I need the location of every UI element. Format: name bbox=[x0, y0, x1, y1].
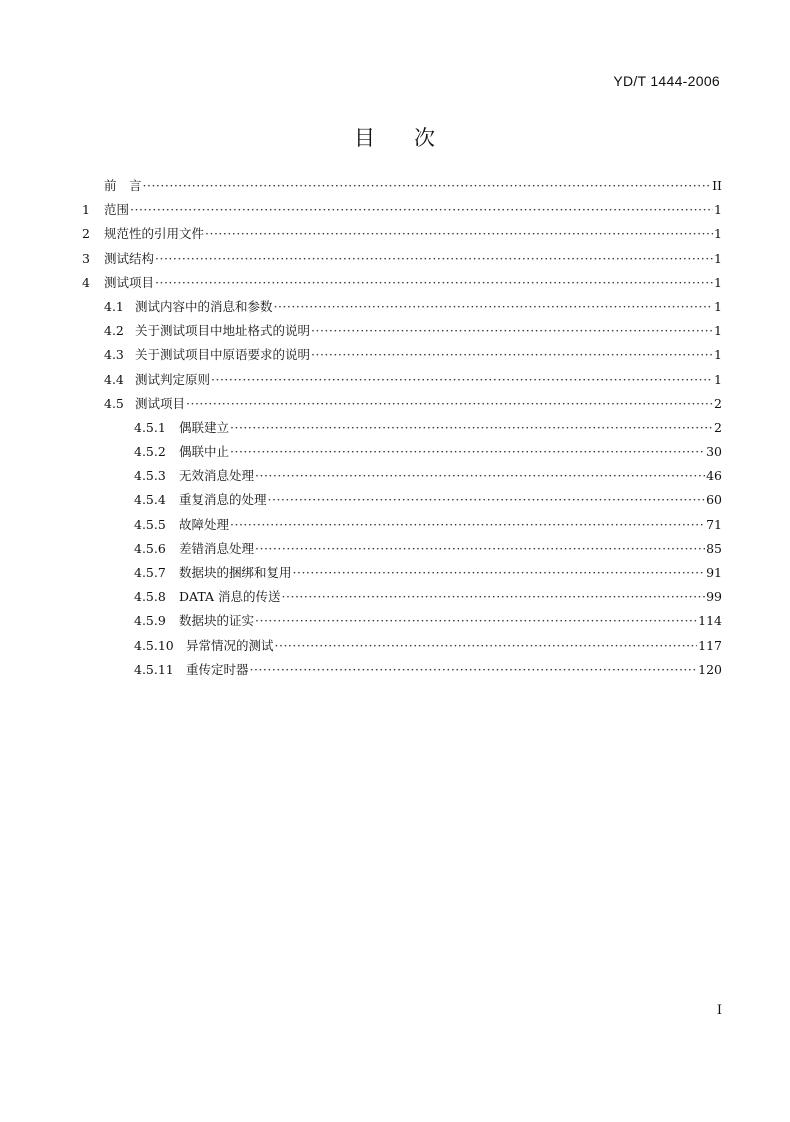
toc-entry-page: 60 bbox=[706, 492, 722, 508]
toc-entry-page: 1 bbox=[714, 371, 722, 387]
toc-entry-page: 114 bbox=[698, 613, 722, 629]
toc-leader-dots bbox=[155, 271, 713, 295]
toc-leader-dots bbox=[255, 609, 697, 633]
toc-entry-label: 重传定时器 bbox=[186, 661, 249, 677]
toc-leader-dots bbox=[293, 561, 706, 585]
toc-entry-number: 4.5.6 bbox=[134, 540, 166, 556]
toc-entry[interactable] bbox=[82, 222, 722, 246]
document-code: YD/T 1444-2006 bbox=[613, 73, 720, 89]
toc-entry-number: 4.5.1 bbox=[134, 419, 166, 435]
toc-title bbox=[0, 122, 790, 152]
toc-leader-dots bbox=[275, 634, 698, 658]
toc-entry[interactable] bbox=[82, 343, 722, 367]
toc-entry-page: 1 bbox=[714, 274, 722, 290]
toc-entry-number: 4.2 bbox=[104, 323, 124, 339]
toc-entry-page: 91 bbox=[706, 565, 722, 580]
toc-entry-label: 测试判定原则 bbox=[135, 371, 211, 387]
toc-entry[interactable] bbox=[82, 198, 722, 222]
toc-entry-label: 无效消息处理 bbox=[179, 468, 255, 484]
toc-entry-number: 1 bbox=[82, 202, 90, 218]
toc-leader-dots bbox=[186, 392, 713, 416]
toc-leader-dots bbox=[230, 513, 705, 537]
toc-entry-page: 71 bbox=[706, 516, 722, 532]
toc-leader-dots bbox=[250, 658, 698, 682]
toc-leader-dots bbox=[205, 222, 713, 246]
toc-entry-page: 30 bbox=[706, 444, 722, 460]
toc-entry-number: 3 bbox=[82, 250, 90, 266]
toc-leader-dots bbox=[282, 585, 706, 609]
toc-entry[interactable] bbox=[82, 609, 722, 633]
toc-entry-number: 4.5 bbox=[104, 395, 124, 411]
toc-entry[interactable] bbox=[82, 174, 722, 198]
toc-leader-dots bbox=[268, 488, 706, 512]
toc-entry-label: 数据块的捆绑和复用 bbox=[179, 565, 292, 580]
toc-entry-number: 2 bbox=[82, 226, 90, 242]
toc-leader-dots bbox=[311, 343, 713, 367]
toc-entry-number: 4.1 bbox=[104, 298, 124, 314]
toc-entry[interactable] bbox=[82, 513, 722, 537]
toc-entry-page: 1 bbox=[714, 250, 722, 266]
toc-entry-number: 4.5.2 bbox=[134, 444, 166, 460]
toc-list bbox=[82, 174, 722, 682]
toc-entry-label: 重复消息的处理 bbox=[179, 492, 267, 508]
toc-entry-number: 4.5.3 bbox=[134, 468, 166, 484]
toc-entry-label: 故障处理 bbox=[179, 516, 230, 532]
toc-entry-page: II bbox=[712, 178, 722, 193]
toc-entry-page: 120 bbox=[698, 661, 722, 677]
toc-entry-number: 4.5.11 bbox=[134, 661, 174, 677]
toc-leader-dots bbox=[230, 416, 713, 440]
toc-entry[interactable] bbox=[82, 658, 722, 682]
toc-entry-label: 关于测试项目中地址格式的说明 bbox=[135, 323, 311, 339]
toc-entry-number: 4.5.9 bbox=[134, 613, 166, 629]
toc-entry-label: 关于测试项目中原语要求的说明 bbox=[135, 347, 311, 363]
toc-entry[interactable] bbox=[82, 392, 722, 416]
toc-leader-dots bbox=[130, 198, 713, 222]
toc-entry[interactable] bbox=[82, 561, 722, 585]
toc-entry-page: 2 bbox=[714, 395, 722, 411]
toc-entry-page: 1 bbox=[714, 347, 722, 363]
toc-entry-number: 4.5.5 bbox=[134, 516, 166, 532]
toc-entry-page: 85 bbox=[706, 540, 722, 556]
toc-leader-dots bbox=[155, 247, 713, 271]
toc-entry-page: 46 bbox=[706, 468, 722, 484]
toc-entry-label: 范围 bbox=[104, 202, 130, 218]
toc-entry-page: 2 bbox=[714, 419, 722, 435]
toc-entry[interactable] bbox=[82, 271, 722, 295]
toc-entry-number: 4.3 bbox=[104, 347, 124, 363]
toc-entry-number: 4.5.4 bbox=[134, 492, 166, 508]
toc-entry-label: 数据块的证实 bbox=[179, 613, 255, 629]
toc-title-part1: 目 bbox=[354, 126, 376, 150]
toc-entry-label: 测试项目 bbox=[104, 274, 155, 290]
toc-entry-page: 117 bbox=[698, 637, 722, 653]
page-number: I bbox=[716, 1003, 722, 1018]
toc-entry-label: DATA 消息的传送 bbox=[179, 589, 281, 605]
toc-entry[interactable] bbox=[82, 416, 722, 440]
toc-entry-page: 1 bbox=[714, 298, 722, 314]
toc-entry[interactable] bbox=[82, 488, 722, 512]
toc-entry[interactable] bbox=[82, 585, 722, 609]
toc-leader-dots bbox=[230, 440, 705, 464]
toc-entry-page: 1 bbox=[714, 323, 722, 339]
toc-leader-dots bbox=[143, 174, 712, 198]
toc-entry-label: 偶联建立 bbox=[179, 419, 230, 435]
toc-entry[interactable] bbox=[82, 634, 722, 658]
toc-entry-label: 测试内容中的消息和参数 bbox=[135, 298, 273, 314]
toc-entry-page: 1 bbox=[714, 202, 722, 218]
toc-entry-number: 4.5.10 bbox=[134, 637, 174, 653]
toc-entry[interactable] bbox=[82, 368, 722, 392]
toc-leader-dots bbox=[255, 464, 705, 488]
toc-entry[interactable] bbox=[82, 247, 722, 271]
toc-entry-number: 4.5.8 bbox=[134, 589, 166, 605]
toc-entry[interactable] bbox=[82, 319, 722, 343]
toc-entry[interactable] bbox=[82, 295, 722, 319]
toc-leader-dots bbox=[211, 368, 713, 392]
toc-leader-dots bbox=[311, 319, 713, 343]
toc-entry[interactable] bbox=[82, 537, 722, 561]
toc-leader-dots bbox=[274, 295, 714, 319]
toc-entry-number: 4.4 bbox=[104, 371, 124, 387]
toc-entry-label: 差错消息处理 bbox=[179, 540, 255, 556]
toc-title-part2: 次 bbox=[414, 126, 436, 150]
toc-entry-label: 测试结构 bbox=[104, 250, 155, 266]
toc-entry-number: 4 bbox=[82, 274, 90, 290]
toc-entry-label: 偶联中止 bbox=[179, 444, 230, 460]
toc-entry[interactable] bbox=[82, 464, 722, 488]
toc-entry-page: 99 bbox=[706, 589, 722, 605]
toc-entry-label: 规范性的引用文件 bbox=[104, 226, 205, 242]
toc-entry-page: 1 bbox=[714, 226, 722, 242]
toc-entry-label: 异常情况的测试 bbox=[186, 637, 274, 653]
toc-entry[interactable] bbox=[82, 440, 722, 464]
toc-entry-label: 测试项目 bbox=[135, 395, 186, 411]
toc-entry-label: 前 言 bbox=[104, 178, 142, 193]
toc-leader-dots bbox=[255, 537, 705, 561]
toc-entry-number: 4.5.7 bbox=[134, 565, 166, 580]
